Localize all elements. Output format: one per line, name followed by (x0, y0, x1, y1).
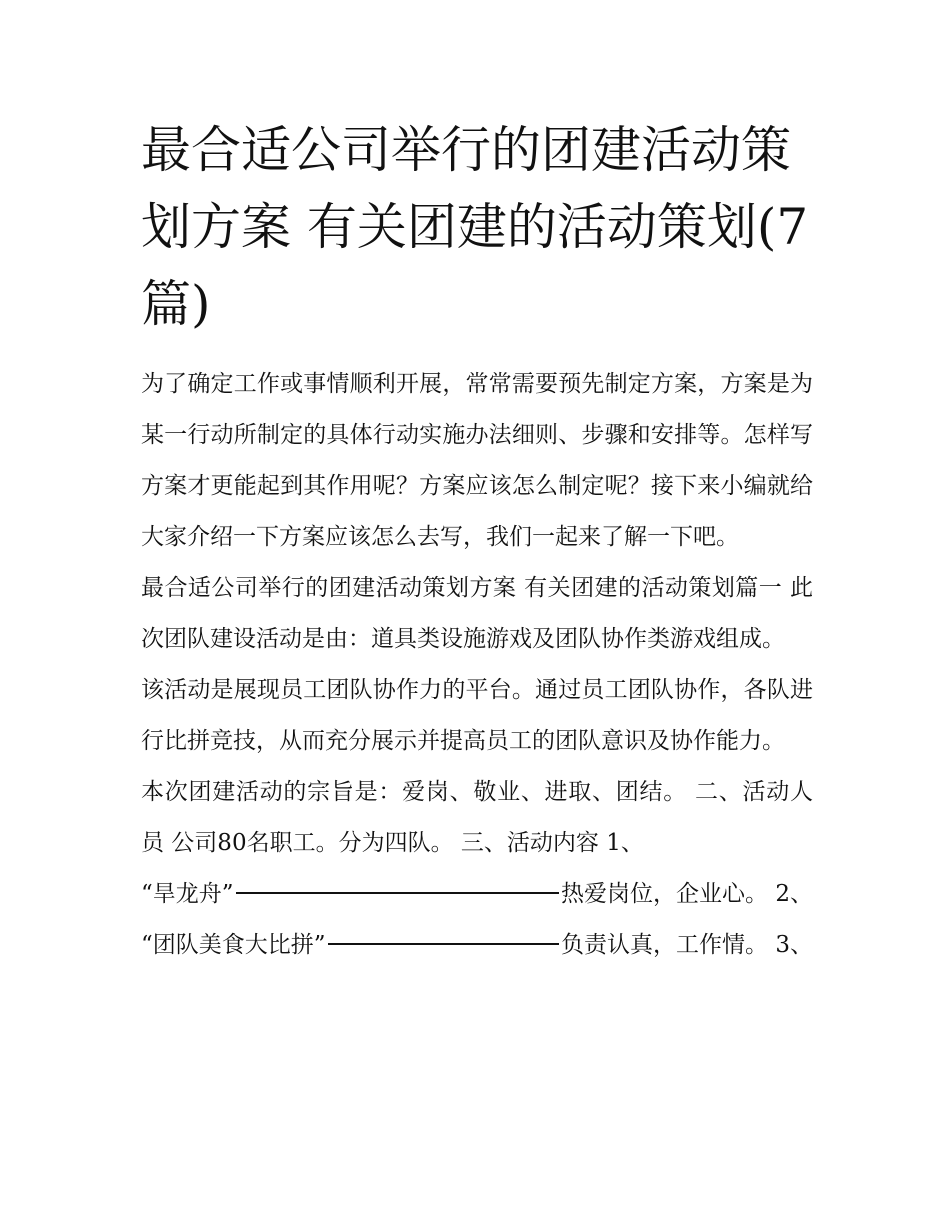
document-title: 最合适公司举行的团建活动策划方案 有关团建的活动策划(7篇) (141, 121, 809, 333)
document-page (141, 112, 813, 971)
activity-name: “团队美食大比拼” (141, 932, 326, 958)
aims-paragraph: 本次团建活动的宗旨是：爱岗、敬业、进取、团结。 二、活动人员 公司80名职工。分为四队。 三、活动内容 1、 (141, 779, 813, 856)
dash-rule (328, 943, 560, 945)
purpose-paragraph: 该活动是展现员工团队协作力的平台。通过员工团队协作，各队进行比拼竞技，从而充分展示并提高员工的团队意识及协作能力。 (141, 677, 813, 754)
intro-paragraph: 为了确定工作或事情顺利开展，常常需要预先制定方案，方案是为某一行动所制定的具体行动实施办法细则、步骤和安排等。怎样写方案才更能起到其作用呢？方案应该怎么制定呢？接下来小编就给大家介绍一下方案应该怎么去写，我们一起来了解一下吧。 (141, 371, 813, 550)
activity-name: “旱龙舟” (141, 881, 234, 907)
section-one-paragraph: 最合适公司举行的团建活动策划方案 有关团建的活动策划篇一 此次团队建设活动是由：道具类设施游戏及团队协作类游戏组成。 (141, 575, 813, 652)
activity-line (141, 920, 813, 971)
activity-line (141, 869, 813, 920)
activity-desc: 负责认真，工作情。 3、 (561, 932, 813, 958)
activity-desc: 热爱岗位，企业心。 2、 (561, 881, 813, 907)
dash-rule (236, 892, 560, 894)
